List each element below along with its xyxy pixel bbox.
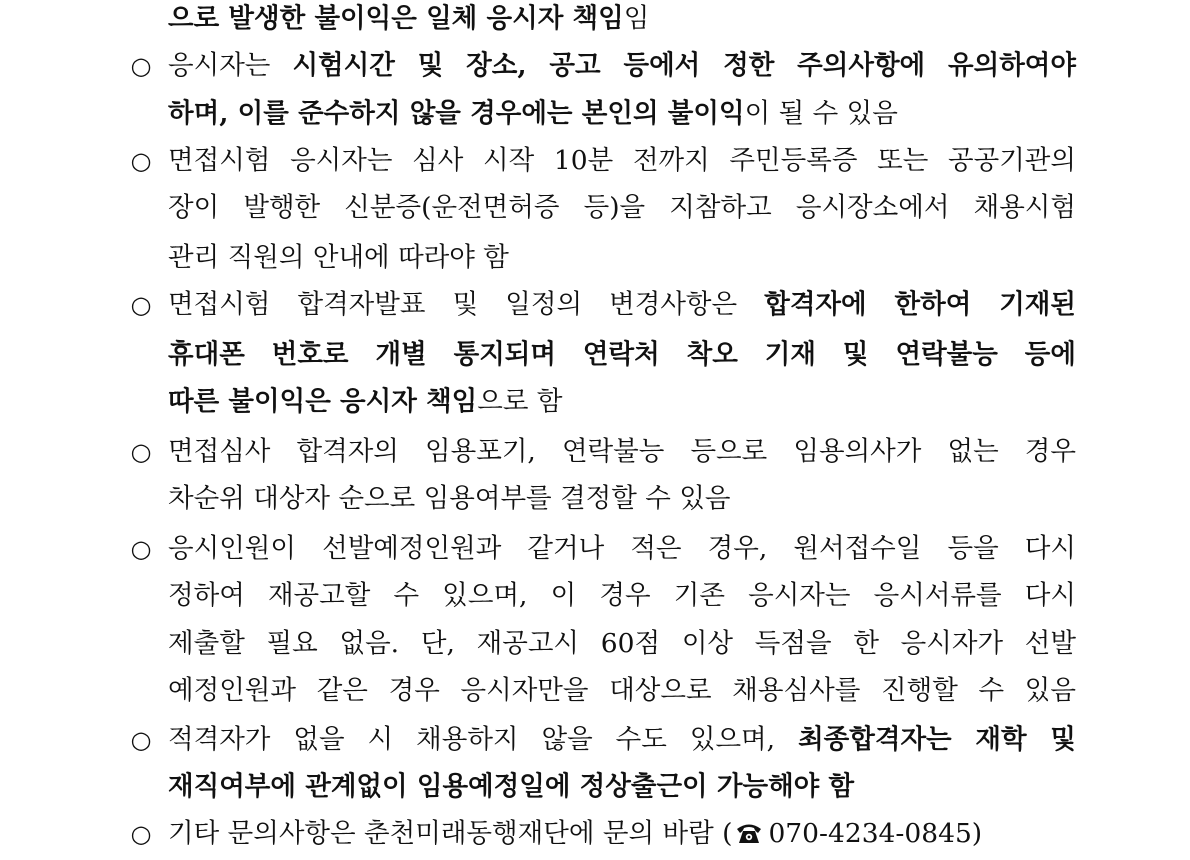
notice-text [168, 331, 1076, 379]
text-segment: 차순위 대상자 순으로 임용여부를 결정할 수 있음 [168, 483, 731, 514]
notice-text [168, 42, 1076, 90]
bullet-circle-icon: ○ [130, 291, 152, 319]
notice-continuation-line [0, 184, 1190, 232]
notice-text [168, 716, 1076, 764]
bold-text-segment: 으로 발생한 불이익은 일체 응시자 책임 [168, 3, 624, 34]
text-segment: 응시자는 [168, 50, 293, 81]
text-segment: 장이 발행한 신분증(운전면허증 등)을 지참하고 응시장소에서 채용시험 [168, 192, 1076, 223]
bold-text-segment: 따른 불이익은 응시자 책임 [168, 386, 478, 417]
notice-item-line [0, 137, 1190, 185]
text-segment: 응시인원이 선발예정인원과 같거나 적은 경우, 원서접수일 등을 다시 [168, 533, 1076, 564]
bullet-circle-icon: ○ [130, 535, 152, 563]
text-segment: 이 될 수 있음 [744, 98, 898, 129]
text-segment: 면접심사 합격자의 임용포기, 연락불능 등으로 임용의사가 없는 경우 [168, 436, 1076, 467]
bullet-circle-icon: ○ [130, 438, 152, 466]
notice-item-line [0, 525, 1190, 573]
text-segment: 070-4234-0845) [768, 818, 983, 849]
notice-text [168, 378, 563, 426]
notice-continuation-line [0, 234, 1190, 282]
notice-continuation-line [0, 572, 1190, 620]
bold-text-segment: 합격자에 한하여 기재된 [764, 289, 1076, 320]
notice-text [168, 184, 1076, 232]
notice-continuation-line [0, 331, 1190, 379]
bullet-circle-icon: ○ [130, 820, 152, 848]
notice-text [168, 428, 1076, 476]
notice-continuation-line [0, 667, 1190, 715]
notice-text [168, 620, 1076, 668]
text-segment: 예정인원과 같은 경우 응시자만을 대상으로 채용심사를 진행할 수 있음 [168, 675, 1076, 706]
bullet-circle-icon: ○ [130, 52, 152, 80]
notice-item-line [0, 42, 1190, 90]
notice-item-line [0, 281, 1190, 329]
notice-text [168, 90, 898, 138]
bold-text-segment: 재직여부에 관계없이 임용예정일에 정상출근이 가능해야 함 [168, 771, 855, 802]
notice-text [168, 667, 1076, 715]
notice-item-line [0, 428, 1190, 476]
notice-item-line [0, 716, 1190, 764]
notice-continuation-line [0, 763, 1190, 811]
text-segment: 으로 함 [477, 386, 563, 417]
text-segment: 제출할 필요 없음. 단, 재공고시 60점 이상 득점을 한 응시자가 선발 [168, 628, 1076, 659]
notice-continuation-line [0, 475, 1190, 523]
text-segment: 임 [623, 3, 650, 34]
text-segment: 면접시험 응시자는 심사 시작 10분 전까지 주민등록증 또는 공공기관의 [168, 145, 1076, 176]
bold-text-segment: 시험시간 및 장소, 공고 등에서 정한 주의사항에 유의하여야 [292, 50, 1076, 81]
bold-text-segment: 최종합격자는 재학 및 [798, 724, 1077, 755]
phone-icon [734, 820, 764, 846]
notice-continuation-line [0, 620, 1190, 668]
notice-continuation-line [0, 90, 1190, 138]
text-segment: 기타 문의사항은 춘천미래동행재단에 문의 바람 ( [168, 818, 733, 849]
text-segment: 정하여 재공고할 수 있으며, 이 경우 기존 응시자는 응시서류를 다시 [168, 580, 1076, 611]
notice-text [168, 281, 1076, 329]
notice-text [168, 525, 1076, 573]
text-segment: 적격자가 없을 시 채용하지 않을 수도 있으며, [168, 724, 799, 755]
notice-item-line [0, 810, 1190, 858]
text-segment: 면접시험 합격자발표 및 일정의 변경사항은 [168, 289, 765, 320]
notice-text [168, 234, 509, 282]
notice-text [168, 763, 854, 811]
notice-text [168, 572, 1076, 620]
bullet-circle-icon: ○ [130, 726, 152, 754]
notice-continuation-line [0, 378, 1190, 426]
notice-text [168, 810, 982, 858]
notice-text [168, 475, 731, 523]
text-segment: 관리 직원의 안내에 따라야 함 [168, 242, 509, 273]
notice-continuation-line [0, 0, 1190, 43]
notice-text [168, 0, 649, 43]
bold-text-segment: 하며, 이를 준수하지 않을 경우에는 본인의 불이익 [168, 98, 745, 129]
notice-text [168, 137, 1076, 185]
bold-text-segment: 휴대폰 번호로 개별 통지되며 연락처 착오 기재 및 연락불능 등에 [168, 339, 1076, 370]
bullet-circle-icon: ○ [130, 147, 152, 175]
